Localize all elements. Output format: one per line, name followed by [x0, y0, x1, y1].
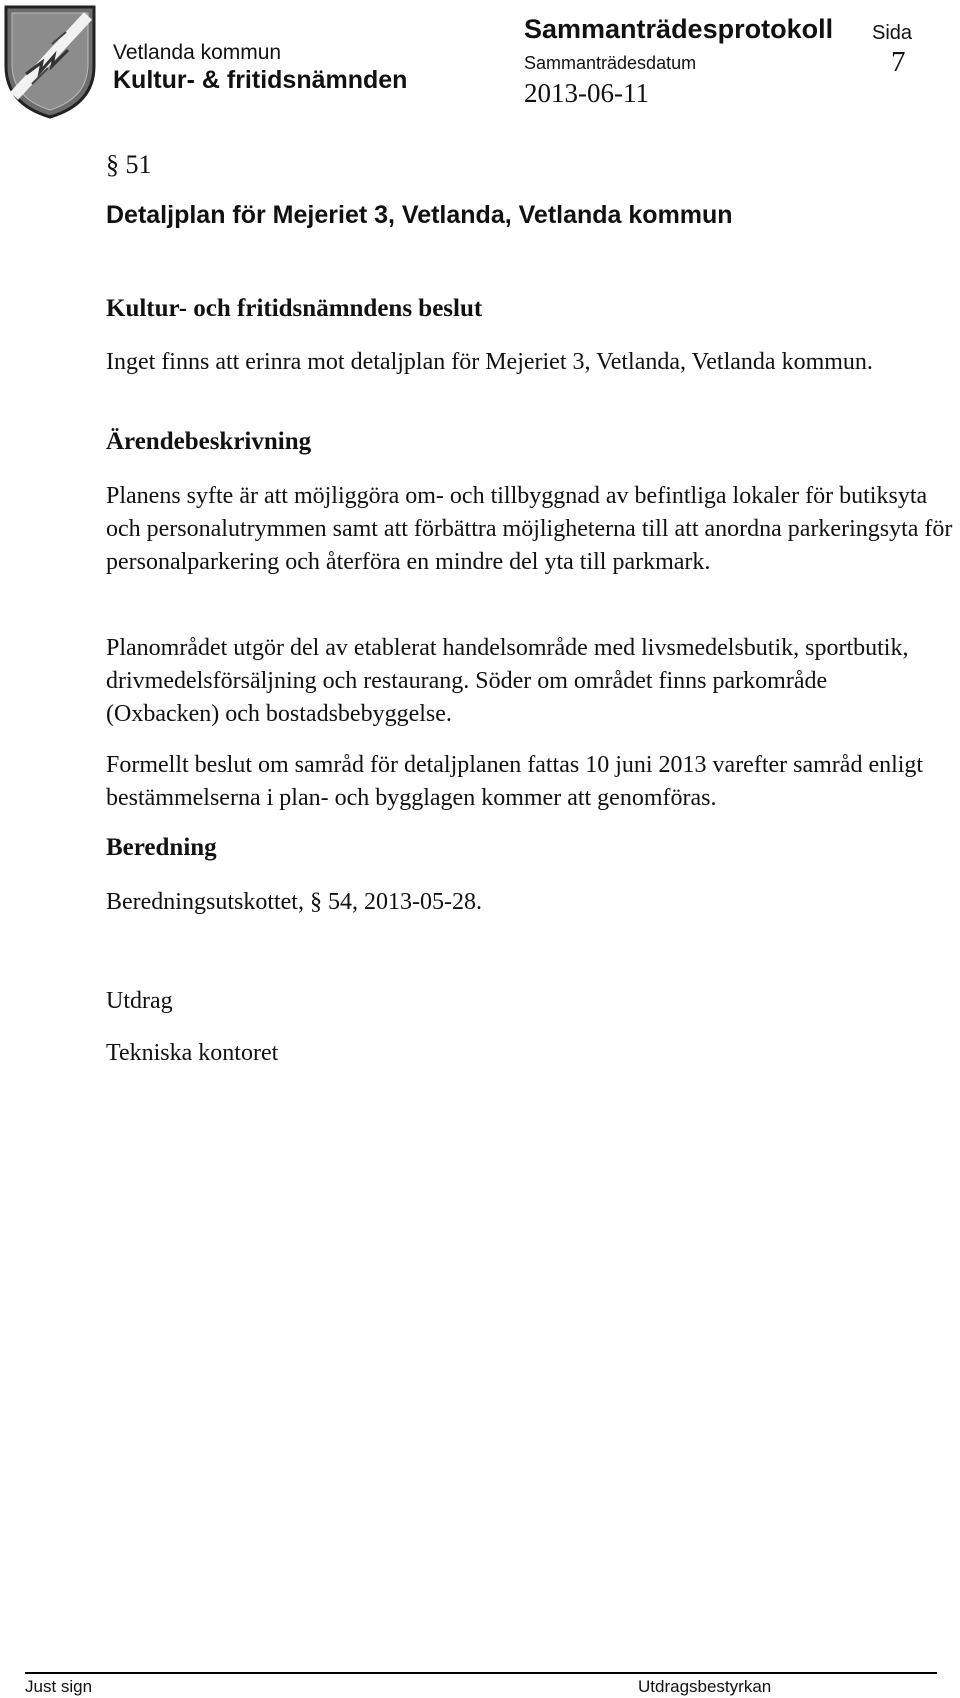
description-paragraph: Planens syfte är att möjliggöra om- och tillbyggnad av befintliga lokaler för butiksyta och personalutrymmen samt att förbättra möjligheterna till att anordna parkeringsyta för personalparkering och återföra en mindre del yta till parkmark. [106, 483, 953, 575]
page-label: Sida [872, 22, 913, 44]
extract-label: Utdrag [106, 988, 173, 1014]
meeting-date-label: Sammanträdesdatum [524, 53, 697, 73]
extract-certification-label: Utdragsbestyrkan [638, 1677, 772, 1696]
decision-text: Inget finns att erinra mot detaljplan för Mejeriet 3, Vetlanda, Vetlanda kommun. [106, 349, 873, 375]
committee-name: Kultur- & fritidsnämnden [113, 66, 408, 94]
decision-heading: Kultur- och fritidsnämndens beslut [106, 295, 483, 322]
extract-recipient: Tekniska kontoret [106, 1040, 279, 1066]
description-paragraph: Planområdet utgör del av etablerat handelsområde med livsmedelsbutik, sportbutik, drivmedelsförsäljning och restaurang. Söder om området finns parkområde (Oxbacken) och bostadsbebyggelse. [106, 635, 909, 727]
footer-divider [25, 1672, 937, 1674]
preparation-heading: Beredning [106, 834, 217, 861]
meeting-date-value: 2013-06-11 [524, 78, 649, 108]
just-sign-label: Just sign [25, 1677, 93, 1696]
page-number: 7 [891, 46, 906, 78]
section-number: § 51 [106, 150, 152, 179]
page-title: Detaljplan för Mejeriet 3, Vetlanda, Vetlanda kommun [106, 201, 733, 229]
description-paragraph: Formellt beslut om samråd för detaljplanen fattas 10 juni 2013 varefter samråd enligt bestämmelserna i plan- och bygglagen kommer att genomföras. [106, 752, 924, 811]
preparation-text: Beredningsutskottet, § 54, 2013-05-28. [106, 889, 482, 915]
coat-of-arms-icon [2, 4, 98, 120]
description-heading: Ärendebeskrivning [106, 428, 312, 455]
document-type: Sammanträdesprotokoll [524, 14, 834, 44]
municipality-name: Vetlanda kommun [113, 41, 282, 64]
